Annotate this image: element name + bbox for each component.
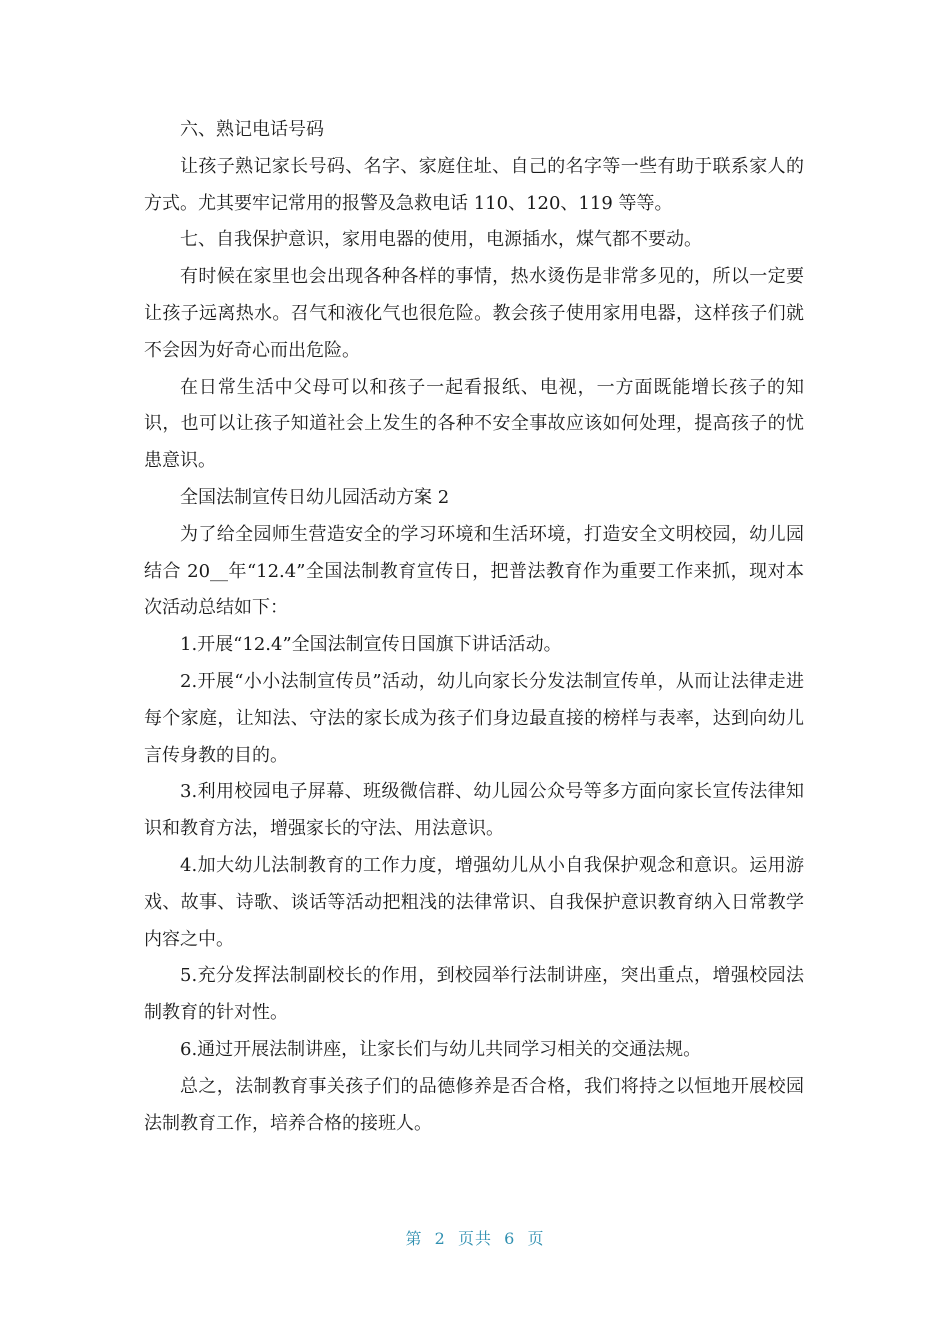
- article-title: 全国法制宣传日幼儿园活动方案 2: [180, 486, 450, 508]
- page-number-text: 第 2 页共 6 页: [405, 1229, 545, 1248]
- list-item: 3.利用校园电子屏幕、班级微信群、幼儿园公众号等多方面向家长宣传法律知识和教育方法，增强家长的守法、用法意识。: [144, 781, 804, 840]
- paragraph: 让孩子熟记家长号码、名字、家庭住址、自己的名字等一些有助于联系家人的方式。尤其要牢记常用的报警及急救电话 110、120、119 等等。: [144, 155, 804, 214]
- list-item: 6.通过开展法制讲座，让家长们与幼儿共同学习相关的交通法规。: [180, 1038, 702, 1060]
- section-heading-6: 六、熟记电话号码: [180, 119, 324, 140]
- conclusion-paragraph: 总之，法制教育事关孩子们的品德修养是否合格，我们将持之以恒地开展校园法制教育工作，培养合格的接班人。: [144, 1075, 804, 1134]
- paragraph: 有时候在家里也会出现各种各样的事情，热水烫伤是非常多见的，所以一定要让孩子远离热水。召气和液化气也很危险。教会孩子使用家用电器，这样孩子们就不会因为好奇心而出危险。: [144, 266, 804, 361]
- paragraph: 在日常生活中父母可以和孩子一起看报纸、电视，一方面既能增长孩子的知识，也可以让孩子知道社会上发生的各种不安全事故应该如何处理，提高孩子的忧患意识。: [144, 376, 804, 472]
- list-item: 5.充分发挥法制副校长的作用，到校园举行法制讲座，突出重点，增强校园法制教育的针对性。: [144, 965, 804, 1024]
- paragraph: 为了给全园师生营造安全的学习环境和生活环境，打造安全文明校园，幼儿园结合 20__年“12.4”全国法制教育宣传日，把普法教育作为重要工作来抓，现对本次活动总结如下：: [144, 523, 804, 619]
- list-item: 2.开展“小小法制宣传员”活动，幼儿向家长分发法制宣传单，从而让法律走进每个家庭，让知法、守法的家长成为孩子们身边最直接的榜样与表率，达到向幼儿言传身教的目的。: [144, 670, 804, 766]
- document-body: [144, 112, 804, 1142]
- page-number-footer: [0, 1226, 950, 1249]
- list-item: 4.加大幼儿法制教育的工作力度，增强幼儿从小自我保护观念和意识。运用游戏、故事、诗歌、谈话等活动把粗浅的法律常识、自我保护意识教育纳入日常教学内容之中。: [144, 854, 804, 950]
- list-item: 1.开展“12.4”全国法制宣传日国旗下讲话活动。: [180, 634, 562, 656]
- section-heading-7: 七、自我保护意识，家用电器的使用，电源插水，煤气都不要动。: [180, 229, 702, 251]
